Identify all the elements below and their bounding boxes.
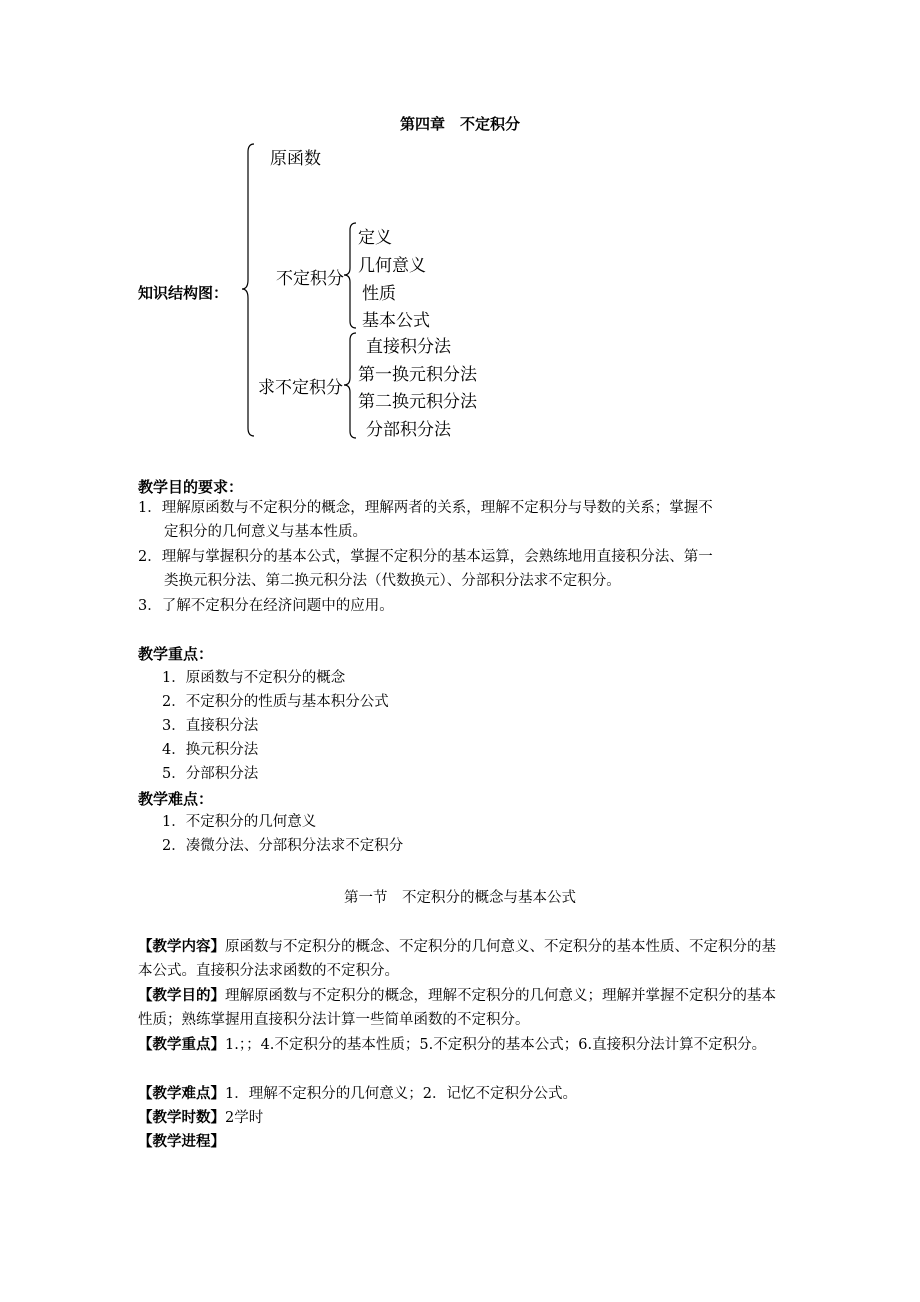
tree-basic-formulas: 基本公式 [362, 311, 430, 331]
objective-2-text: 理解与掌握积分的基本公式，掌握不定积分的基本运算，会熟练地用直接积分法、第一 [161, 549, 713, 565]
difficulty-text: 1．理解不定积分的几何意义；2．记忆不定积分公式。 [225, 1086, 577, 1102]
section-hours-paragraph [138, 1106, 784, 1130]
key-point-item: 1．原函数与不定积分的概念 [162, 670, 346, 686]
objective-1-num: 1． [138, 500, 162, 516]
section-title: 第一节 不定积分的概念与基本公式 [344, 890, 576, 906]
process-label: 【教学进程】 [138, 1133, 225, 1150]
difficult-point-item: 2．凑微分法、分部积分法求不定积分 [162, 838, 404, 854]
tree-finding-integral: 求不定积分 [258, 378, 343, 398]
chapter-title: 第四章 不定积分 [399, 115, 520, 133]
difficulty-label: 【教学难点】 [138, 1085, 225, 1102]
section-purpose-paragraph [138, 984, 784, 1032]
objective-2-num: 2． [138, 549, 162, 565]
section-content-paragraph [138, 935, 784, 983]
tree-properties: 性质 [362, 284, 396, 304]
tree-first-substitution: 第一换元积分法 [358, 365, 477, 385]
section-key-paragraph [138, 1033, 784, 1057]
tree-original-function: 原函数 [270, 149, 321, 169]
difficult-points-heading: 教学难点： [138, 790, 214, 808]
purpose-label: 【教学目的】 [138, 987, 225, 1004]
objective-3-text: 了解不定积分在经济问题中的应用。 [161, 598, 394, 614]
key-label: 【教学重点】 [138, 1036, 225, 1053]
structure-label: 知识结构图： [138, 284, 229, 302]
objective-1-line1 [138, 496, 713, 520]
objective-3-line1 [138, 594, 394, 618]
main-brace [240, 140, 260, 445]
hours-text: 2学时 [225, 1110, 264, 1126]
key-points-heading: 教学重点： [138, 645, 214, 663]
section-process-paragraph [138, 1130, 784, 1154]
purpose-text: 理解原函数与不定积分的概念，理解不定积分的几何意义；理解并掌握不定积分的基本性质；熟练掌握用直接积分法计算一些简单函数的不定积分。 [138, 988, 776, 1028]
objective-3-num: 3． [138, 598, 162, 614]
key-point-item: 4．换元积分法 [162, 742, 259, 758]
tree-second-substitution: 第二换元积分法 [358, 392, 477, 412]
objective-1-text: 理解原函数与不定积分的概念，理解两者的关系，理解不定积分与导数的关系；掌握不 [161, 500, 713, 516]
tree-direct-integration: 直接积分法 [366, 337, 451, 357]
section-difficulty-paragraph [138, 1082, 784, 1106]
sub-brace-finding [342, 330, 360, 442]
difficult-point-item: 1．不定积分的几何意义 [162, 814, 317, 830]
tree-indefinite-integral: 不定积分 [276, 269, 344, 289]
tree-definition: 定义 [358, 228, 392, 248]
tree-geometric-meaning: 几何意义 [358, 256, 426, 276]
objective-2-line2: 类换元积分法、第二换元积分法（代数换元）、分部积分法求不定积分。 [164, 573, 621, 589]
key-point-item: 3．直接积分法 [162, 718, 259, 734]
hours-label: 【教学时数】 [138, 1109, 225, 1126]
content-label: 【教学内容】 [138, 938, 225, 955]
key-point-item: 2．不定积分的性质与基本积分公式 [162, 694, 389, 710]
tree-integration-by-parts: 分部积分法 [366, 420, 451, 440]
objective-1-line2: 定积分的几何意义与基本性质。 [164, 524, 367, 540]
key-text: 1.；；4.不定积分的基本性质；5.不定积分的基本公式；6.直接积分法计算不定积分。 [225, 1037, 767, 1053]
objectives-heading: 教学目的要求： [138, 478, 244, 496]
key-point-item: 5．分部积分法 [162, 766, 259, 782]
objective-2-line1 [138, 545, 713, 569]
content-text: 原函数与不定积分的概念、不定积分的几何意义、不定积分的基本性质、不定积分的基本公式。直接积分法求函数的不定积分。 [138, 939, 776, 979]
